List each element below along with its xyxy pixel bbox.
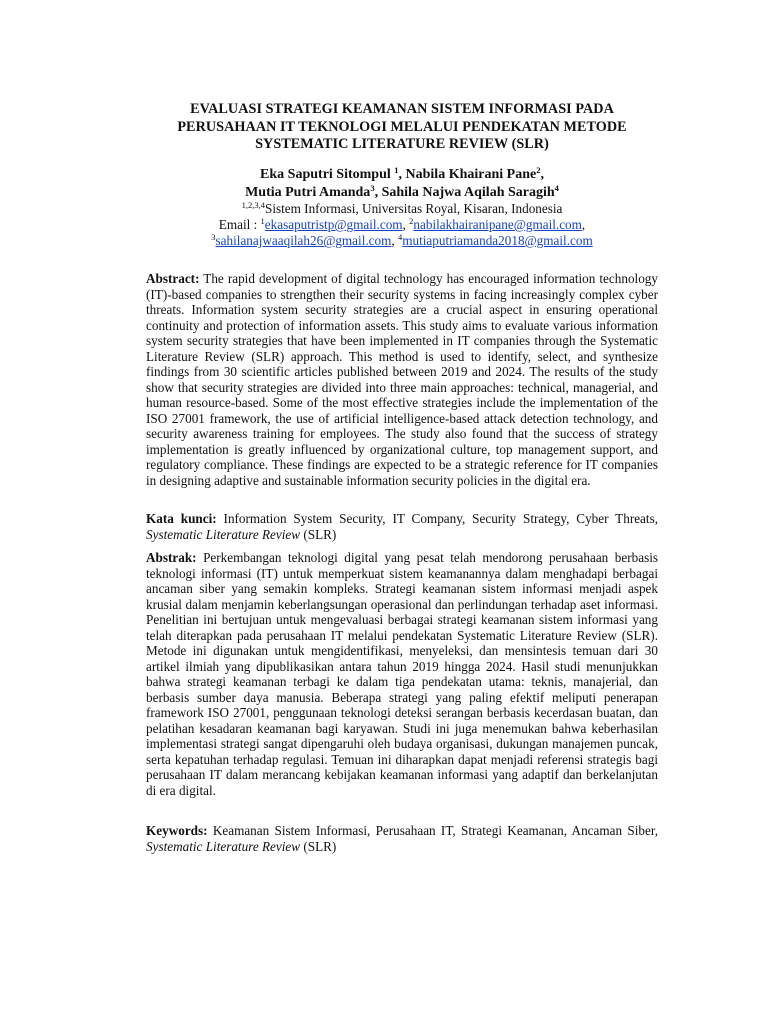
keywords-indonesian: Keywords: Keamanan Sistem Informasi, Perusahaan IT, Strategi Keamanan, Ancaman Siber, Systematic Literature Review (SLR) [146,823,658,854]
keywords-italic: Systematic Literature Review [146,838,301,854]
author-name: Nabila Khairani Pane [405,167,537,182]
keywords-label: Kata kunci: [146,511,217,526]
affiliation-block [146,201,658,249]
keywords-text: Information System Security, IT Company, Security Strategy, Cyber Threats, [216,511,659,526]
keywords-italic: Systematic Literature Review [146,526,301,542]
author-mark: 1 [394,165,399,175]
email-link[interactable]: nabilakhairanipane@gmail.com [413,217,582,232]
author-mark: 3 [370,182,375,193]
title-line: SYSTEMATIC LITERATURE REVIEW (SLR) [255,136,549,152]
author-line: Mutia Putri Amanda$^3$, Sahila Najwa Aqilah Saragih$^4$ [245,182,559,200]
author-name: Eka Saputri Sitompul [260,167,391,182]
author-mark: 4 [554,182,559,193]
email-line: Email : $^1$ekasaputristp@gmail.com, $^2$nabilakhairanipane@gmail.com, [218,216,586,232]
abstract-label: Abstrak: [146,550,197,565]
email-link[interactable]: mutiaputriamanda2018@gmail.com [402,233,593,248]
author-name: Sahila Najwa Aqilah Saragih [381,184,555,200]
title-line: PERUSAHAAN IT TEKNOLOGI MELALUI PENDEKATAN METODE [177,118,627,135]
title-line: EVALUASI STRATEGI KEAMANAN SISTEM INFORMASI PADA [190,101,614,117]
keywords-english: Kata kunci: Information System Security, IT Company, Security Strategy, Cyber Threats, Systematic Literature Review (SLR) [146,511,659,542]
abstract-text: The rapid development of digital technology has encouraged information technology (IT)-based companies to strengthen their security systems in facing increasingly complex cyber threats. Information system security strategies are a crucial aspect in ensuring operational continuity and protection of information assets. This study aims to evaluate various information system security strategies that have been implemented in IT companies through the Systematic Literature Review (SLR) approach. This method is used to identify, select, and synthesize findings from 30 scientific articles published between 2019 and 2024. The results of the study show that security strategies are divided into three main approaches: technical, managerial, and human resource-based. Some of the most effective strategies include the implementation of the ISO 27001 framework, the use of artificial intelligence-based attack detection technology, and security awareness training for employees. The study also found that the success of strategy implementation is greatly influenced by organizational culture, top management support, and regulatory compliance. These findings are expected to be a strategic reference for IT companies in designing adaptive and sustainable information security policies in the digital era. [146,271,658,488]
abstract-english [146,271,658,488]
email-line: $^3$sahilanajwaaqilah26@gmail.com, $^4$mutiaputriamanda2018@gmail.com [211,232,593,248]
affiliation-marks: 1,2,3,4 [241,200,265,210]
email-link[interactable]: sahilanajwaaqilah26@gmail.com [215,233,392,248]
keywords-text: Keamanan Sistem Informasi, Perusahaan IT, Strategi Keamanan, Ancaman Siber, [207,823,658,838]
author-list [146,166,658,201]
keywords-label: Keywords: [146,823,208,838]
author-name: Mutia Putri Amanda [245,184,371,200]
paper-title [146,101,658,154]
affiliation: $^{1,2,3,4}$Sistem Informasi, Universitas Royal, Kisaran, Indonesia [241,200,563,216]
author-line: Eka Saputri Sitompul $^1$, Nabila Khairani Pane$^2$, [260,165,544,182]
abstract-label: Abstract: [146,271,200,286]
author-mark: 2 [536,165,541,175]
email-link[interactable]: ekasaputristp@gmail.com [264,217,403,232]
abstract-text: Perkembangan teknologi digital yang pesat telah mendorong perusahaan berbasis teknologi informasi (IT) untuk memperkuat sistem keamanannya dalam menghadapi berbagai ancaman siber yang semakin kompleks. Strategi keamanan sistem informasi menjadi aspek krusial dalam menjamin keberlangsungan operasional dan perlindungan terhadap aset informasi. Penelitian ini bertujuan untuk mengevaluasi berbagai strategi keamanan sistem informasi yang telah diterapkan pada perusahaan IT melalui pendekatan Systematic Literature Review (SLR). Metode ini digunakan untuk mengidentifikasi, menyeleksi, dan mensintesis temuan dari 30 artikel ilmiah yang dipublikasikan antara tahun 2019 hingga 2024. Hasil studi menunjukkan bahwa strategi keamanan terbagi ke dalam tiga pendekatan utama: teknis, manajerial, dan berbasis sumber daya manusia. Beberapa strategi yang paling efektif meliputi penerapan framework ISO 27001, penggunaan teknologi deteksi serangan berbasis kecerdasan buatan, dan pelatihan kesadaran keamanan bagi karyawan. Studi ini juga menemukan bahwa keberhasilan implementasi strategi sangat dipengaruhi oleh budaya organisasi, dukungan manajemen puncak, serta kepatuhan terhadap regulasi. Temuan ini diharapkan dapat menjadi referensi strategis bagi perusahaan IT dalam merancang kebijakan keamanan informasi yang adaptif dan berkelanjutan di era digital. [146,550,658,798]
abstract-indonesian [146,550,658,798]
